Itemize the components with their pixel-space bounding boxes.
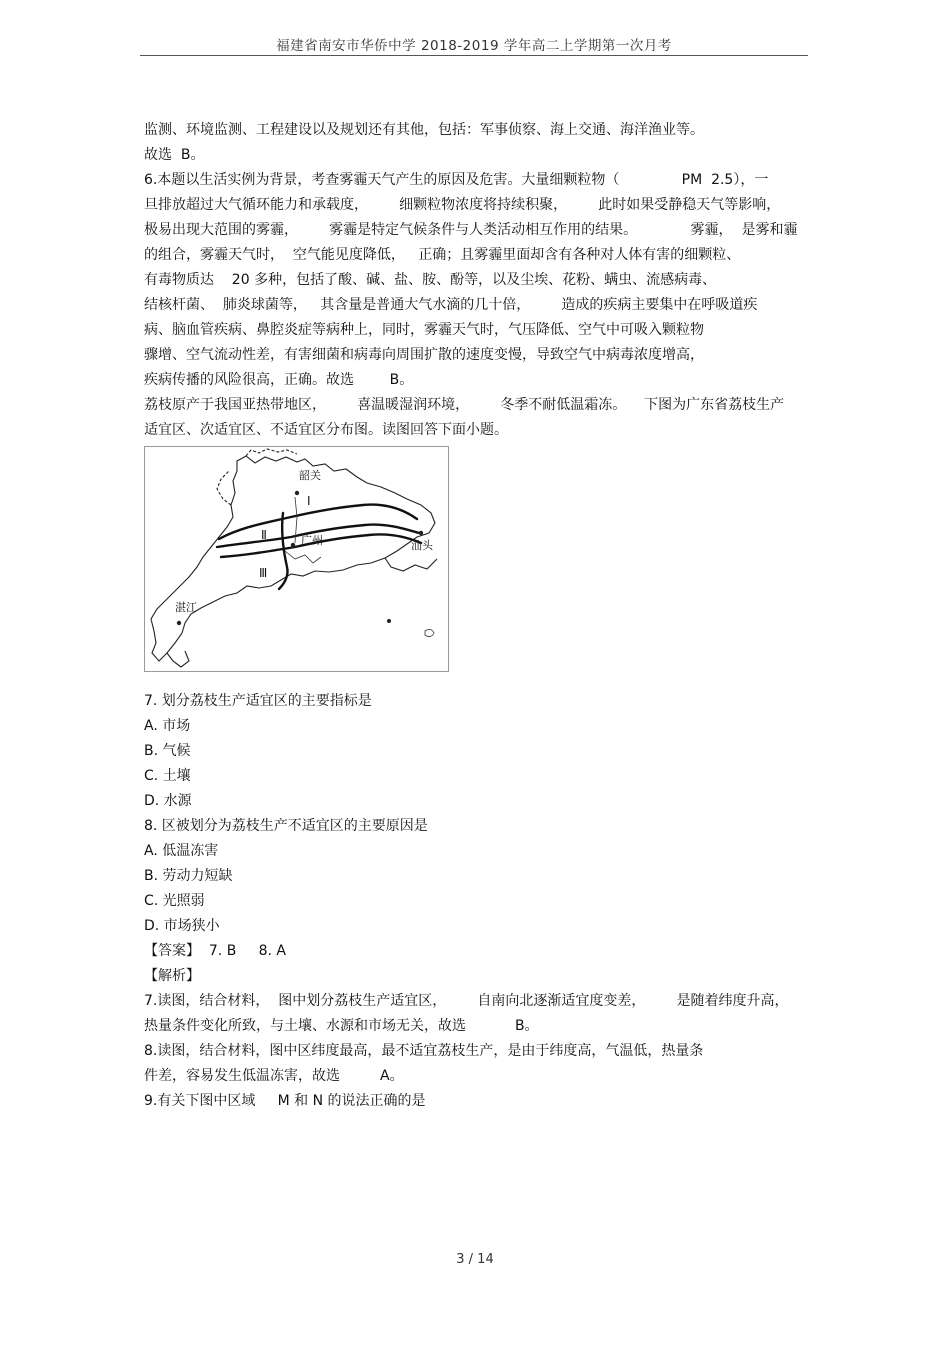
map-svg: [145, 447, 448, 671]
shaoguan-marker: [295, 491, 299, 495]
option-line: C. 光照弱: [144, 893, 205, 909]
province-outline: [151, 456, 435, 661]
analysis-heading: 【解析】: [144, 968, 200, 984]
text-line: 适宜区、次适宜区、不适宜区分布图。读图回答下面小题。: [144, 422, 508, 438]
zone-boundary-west: [279, 513, 288, 589]
label-guangzhou: 广州: [301, 534, 323, 547]
text-line: 极易出现大范围的雾霾， 雾霾是特定气候条件与人类活动相互作用的结果。 雾霾， 是雾和霾: [144, 222, 798, 238]
guangdong-lychee-zone-map: [144, 446, 449, 672]
text-line: 故选 B。: [144, 147, 205, 163]
label-shantou: 汕头: [411, 539, 433, 552]
text-line: 件差，容易发生低温冻害，故选 A。: [144, 1068, 404, 1084]
shantou-marker: [419, 531, 423, 535]
text-line: 病、脑血管疾病、鼻腔炎症等病种上，同时，雾霾天气时，气压降低、空气中可吸入颗粒物: [144, 322, 704, 338]
text-line: 热量条件变化所致，与土壤、水源和市场无关，故选 B。: [144, 1018, 539, 1034]
option-line: D. 水源: [144, 793, 192, 809]
zhanjiang-marker: [177, 621, 181, 625]
text-line: 骤增、空气流动性差，有害细菌和病毒向周围扩散的速度变慢，导致空气中病毒浓度增高，: [144, 347, 704, 363]
text-line: 荔枝原产于我国亚热带地区， 喜温暖湿润环境， 冬季不耐低温霜冻。 下图为广东省荔枝生产: [144, 397, 785, 413]
zhanjiang-peninsula: [167, 651, 189, 667]
page-number: 3 / 14: [456, 1252, 494, 1267]
eastern-coast: [385, 558, 437, 571]
option-line: A. 低温冻害: [144, 843, 219, 859]
answer-line: 【答案】 7. B 8. A: [144, 943, 286, 959]
option-line: A. 市场: [144, 718, 191, 734]
text-line: 有毒物质达 20 多种，包括了酸、碱、盐、胺、酚等，以及尘埃、花粉、螨虫、流感病毒、: [144, 272, 717, 288]
option-line: B. 气候: [144, 743, 191, 759]
guangzhou-marker: [291, 543, 295, 547]
text-line: 疾病传播的风险很高，正确。故选 B。: [144, 372, 414, 388]
text-line: 7.读图，结合材料， 图中划分荔枝生产适宜区， 自南向北逐渐适宜度变差， 是随着纬度升高，: [144, 993, 789, 1009]
text-line: 结核杆菌、 肺炎球菌等， 其含量是普通大气水滴的几十倍， 造成的疾病主要集中在呼吸道疾: [144, 297, 758, 313]
text-line: 的组合，雾霾天气时， 空气能见度降低， 正确；且雾霾里面却含有各种对人体有害的细颗粒、: [144, 247, 741, 263]
text-line: 8.读图，结合材料，图中区纬度最高，最不适宜荔枝生产，是由于纬度高，气温低，热量条: [144, 1043, 704, 1059]
pearl-river-delta: [285, 551, 321, 563]
label-shaoguan: 韶关: [299, 469, 321, 482]
label-zone-1: Ⅰ: [307, 494, 311, 508]
paragraph-block-top: [144, 118, 814, 443]
text-line: 监测、环境监测、工程建设以及规划还有其他，包括：军事侦察、海上交通、海洋渔业等。: [144, 122, 704, 138]
question-9-stem: 9.有关下图中区域 M 和 N 的说法正确的是: [144, 1093, 426, 1109]
text-line: 6.本题以生活实例为背景，考查雾霾天气产生的原因及危害。大量细颗粒物（ PM 2.5），一: [144, 172, 769, 188]
label-zone-2: Ⅱ: [261, 528, 267, 542]
western-border: [217, 471, 231, 505]
option-line: D. 市场狭小: [144, 918, 220, 934]
question-8-stem: 8. 区被划分为荔枝生产不适宜区的主要原因是: [144, 818, 428, 834]
question-7-stem: 7. 划分荔枝生产适宜区的主要指标是: [144, 693, 372, 709]
paragraph-block-bottom: [144, 689, 814, 1114]
text-line: 旦排放超过大气循环能力和承载度， 细颗粒物浓度将持续积聚， 此时如果受静稳天气等影响，: [144, 197, 781, 213]
label-zhanjiang: 湛江: [175, 601, 197, 614]
island-dot: [387, 619, 391, 623]
option-line: B. 劳动力短缺: [144, 868, 233, 884]
document-body: [144, 118, 814, 1114]
label-zone-3: Ⅲ: [259, 566, 268, 580]
page-header: 福建省南安市华侨中学 2018-2019 学年高二上学期第一次月考: [276, 38, 672, 54]
small-island: [425, 629, 434, 636]
header-divider: [140, 55, 808, 56]
option-line: C. 土壤: [144, 768, 191, 784]
northern-border: [246, 449, 297, 456]
